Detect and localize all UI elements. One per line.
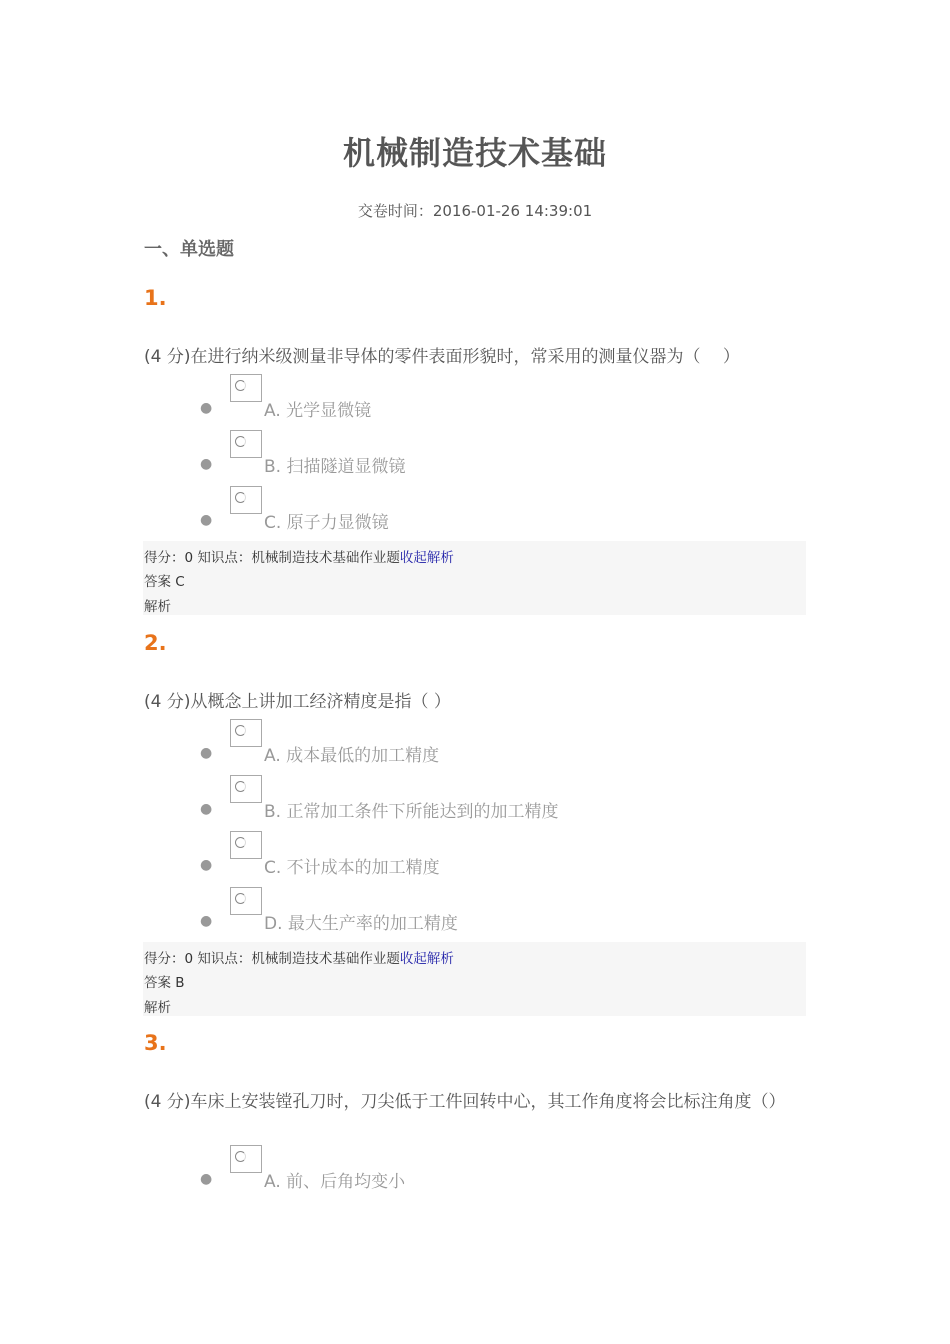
knowledge-label: 知识点： [197,951,252,967]
page-title: 机械制造技术基础 [342,134,607,172]
submit-time [0,200,950,221]
question-number: 2. [144,631,167,655]
submit-time-value: 2016-01-26 14:39:01 [432,202,593,220]
option-label: A. 成本最低的加工精度 [264,746,440,766]
radio-button-icon[interactable] [230,430,262,458]
radio-button-icon[interactable] [230,887,262,915]
option-a[interactable] [200,1145,800,1199]
answer-label: 答案 [144,574,176,590]
option-a[interactable] [200,374,800,428]
analysis-panel-2 [143,942,806,1016]
radio-button-icon[interactable] [230,775,262,803]
collapse-analysis-link[interactable]: 收起解析 [399,951,454,967]
bullet-icon: ● [200,400,213,416]
option-c[interactable] [200,831,800,885]
knowledge-label: 知识点： [197,550,252,566]
radio-button-icon[interactable] [230,719,262,747]
answer-value: B [175,975,185,991]
option-c[interactable] [200,486,800,540]
bullet-icon: ● [200,857,213,873]
radio-button-icon[interactable] [230,831,262,859]
explanation-label: 解析 [144,599,171,615]
option-label: A. 前、后角均变小 [264,1172,406,1192]
bullet-icon: ● [200,512,213,528]
option-label: C. 不计成本的加工精度 [264,858,440,878]
knowledge-value: 机械制造技术基础作业题 [251,951,400,967]
answer-line [144,971,185,991]
option-label: B. 扫描隧道显微镜 [264,457,406,477]
radio-button-icon[interactable] [230,374,262,402]
explanation-label: 解析 [144,1000,171,1016]
analysis-panel-1 [143,541,806,615]
bullet-icon: ● [200,913,213,929]
radio-button-icon[interactable] [230,1145,262,1173]
knowledge-value: 机械制造技术基础作业题 [251,550,400,566]
question-number: 1. [144,286,167,310]
option-label: D. 最大生产率的加工精度 [264,914,458,934]
option-a[interactable] [200,719,800,773]
collapse-analysis-link[interactable]: 收起解析 [399,550,454,566]
score-label: 得分： [144,951,185,967]
option-label: B. 正常加工条件下所能达到的加工精度 [264,802,559,822]
option-label: A. 光学显微镜 [264,401,372,421]
score-line [144,947,454,967]
score-value: 0 [184,550,194,566]
radio-button-icon[interactable] [230,486,262,514]
option-label: C. 原子力显微镜 [264,513,389,533]
score-value: 0 [184,951,194,967]
score-line [144,546,454,566]
bullet-icon: ● [200,745,213,761]
option-b[interactable] [200,775,800,829]
answer-label: 答案 [144,975,176,991]
bullet-icon: ● [200,801,213,817]
option-b[interactable] [200,430,800,484]
answer-value: C [175,574,185,590]
section-title: 一、单选题 [144,239,234,260]
question-number: 3. [144,1031,167,1055]
score-label: 得分： [144,550,185,566]
option-d[interactable] [200,887,800,941]
question-stem: (4 分)从概念上讲加工经济精度是指（ ） [144,692,451,712]
question-stem: (4 分)在进行纳米级测量非导体的零件表面形貌时，常采用的测量仪器为（ ） [144,347,740,367]
bullet-icon: ● [200,456,213,472]
question-stem: (4 分)车床上安装镗孔刀时，刀尖低于工件回转中心，其工作角度将会比标注角度（） [144,1092,786,1112]
submit-time-label: 交卷时间： [357,202,433,220]
bullet-icon: ● [200,1171,213,1187]
answer-line [144,570,185,590]
